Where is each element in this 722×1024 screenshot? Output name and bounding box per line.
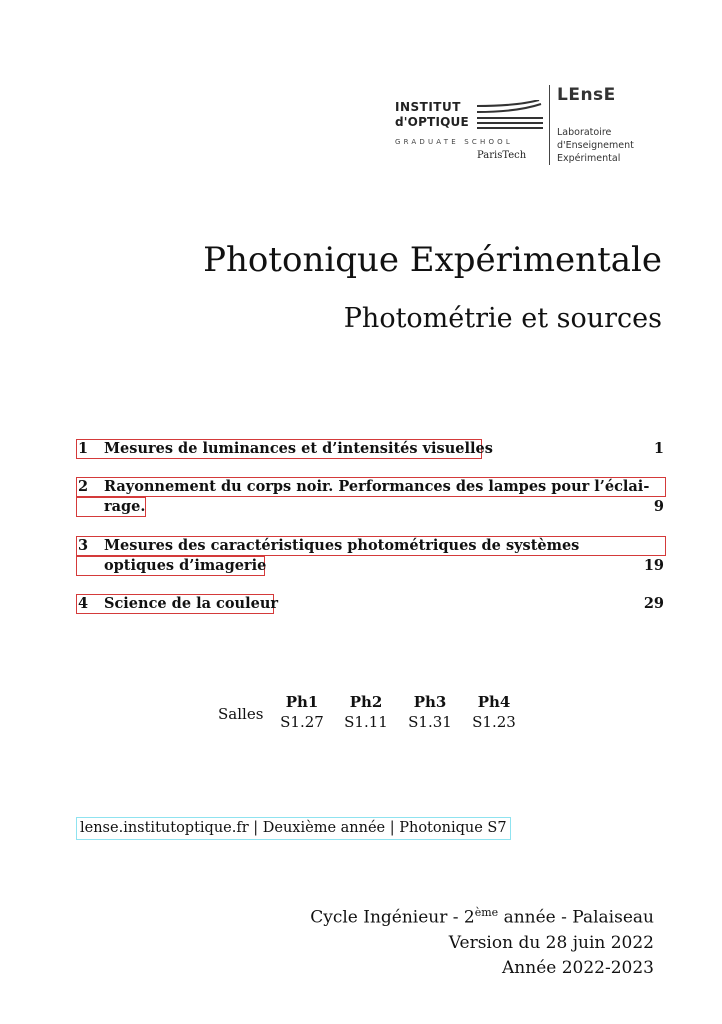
logo-institut-text: INSTITUT	[395, 100, 461, 114]
toc-entry-4[interactable]	[76, 594, 664, 614]
toc-page-number[interactable]: 29	[643, 595, 664, 612]
toc-entry-1[interactable]	[76, 439, 664, 459]
toc-page-number[interactable]: 1	[653, 440, 664, 457]
cycle-line	[310, 900, 654, 931]
document-title: Photonique Expérimentale	[203, 240, 662, 280]
toc-number: 1	[78, 440, 89, 457]
lense-lab-line: Laboratoire	[557, 127, 612, 138]
logo-swoosh-icon	[477, 100, 543, 134]
toc-page-number[interactable]: 19	[643, 557, 664, 574]
version-line: Version du 28 juin 2022	[448, 932, 654, 953]
toc-number: 3	[78, 537, 89, 554]
bottom-info	[310, 900, 654, 981]
logo-paristech-text: ParisTech	[477, 150, 527, 161]
salles-header-cell: Ph1	[285, 693, 319, 711]
salles-header-cell: Ph4	[477, 693, 511, 711]
toc-page-number[interactable]: 9	[653, 498, 664, 515]
salles-room-cell: S1.31	[408, 713, 452, 731]
lense-logo-subtitle	[557, 126, 634, 165]
salles-table	[270, 692, 526, 732]
cycle-text-end: année - Palaiseau	[498, 907, 654, 928]
document-subtitle: Photométrie et sources	[343, 303, 662, 334]
annee-line: Année 2022-2023	[502, 957, 654, 978]
salles-room-cell: S1.11	[344, 713, 388, 731]
toc-entry-2[interactable]	[76, 477, 664, 517]
toc-number: 2	[78, 478, 89, 495]
salles-header-cell: Ph3	[413, 693, 447, 711]
toc-title-line[interactable]: Mesures de luminances et d’intensités visuelles	[104, 440, 493, 457]
toc-title-line[interactable]: Science de la couleur	[104, 595, 278, 612]
toc-title-line[interactable]: optiques d’imagerie	[104, 557, 267, 574]
footer-website-link[interactable]: lense.institutoptique.fr | Deuxième année | Photonique S7	[76, 817, 511, 840]
logo-doptique-text: d'OPTIQUE	[395, 115, 469, 129]
logo-graduate-text: GRADUATE SCHOOL	[395, 138, 513, 146]
cycle-superscript: ème	[474, 906, 499, 919]
cycle-text: Cycle Ingénieur - 2	[310, 907, 475, 928]
lense-logo-title: LEnsE	[557, 85, 616, 105]
salles-room-cell: S1.27	[280, 713, 324, 731]
toc-title-line[interactable]: Rayonnement du corps noir. Performances des lampes pour l’éclai-	[104, 478, 650, 495]
toc-title-line[interactable]: Mesures des caractéristiques photométriques de systèmes	[104, 537, 580, 554]
toc-title-line[interactable]: rage.	[104, 498, 146, 515]
toc-entry-3[interactable]	[76, 536, 664, 576]
institut-optique-logo	[395, 100, 545, 162]
logo-divider	[549, 85, 550, 165]
salles-room-cell: S1.23	[472, 713, 516, 731]
lense-lab-line: Expérimental	[557, 153, 621, 164]
toc-number: 4	[78, 595, 89, 612]
salles-label: Salles	[218, 705, 264, 723]
lense-lab-line: d'Enseignement	[557, 140, 634, 151]
salles-header-cell: Ph2	[349, 693, 383, 711]
